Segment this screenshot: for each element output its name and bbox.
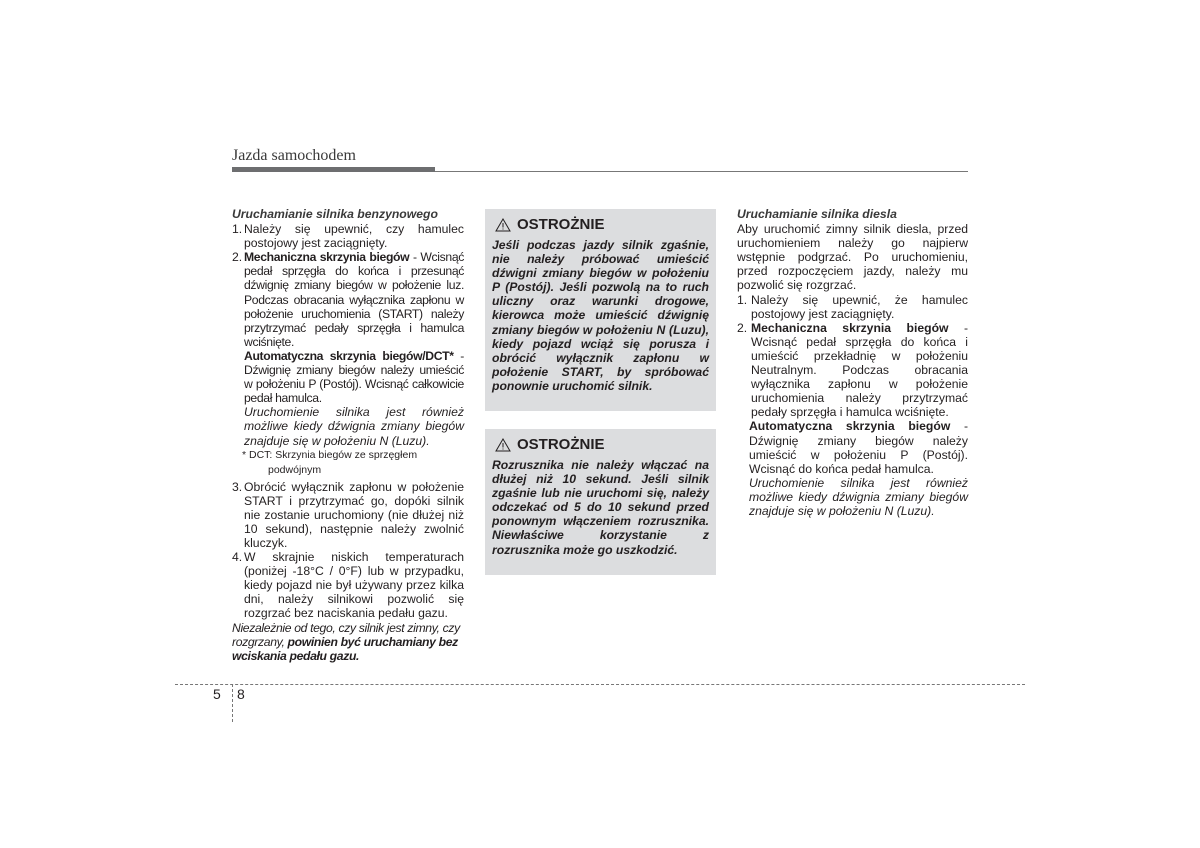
- list-number: 3.: [232, 479, 243, 494]
- caution-text: Jeśli podczas jazdy silnik zgaśnie, nie należy próbować umieścić dźwigni zmiany biegów w położeniu P (Postój). Jeśli pozwolą na to ruch uliczny oraz warunki drogowe, kierowca może umieścić dźwignię zmiany biegów w położeniu N (Luzu), kiedy pojazd wciąż się porusza i obrócić wyłącznik zapłonu w położenie START, by spróbować ponownie uruchomić silnik.: [492, 238, 709, 393]
- section-subheading: Uruchamianie silnika diesla: [737, 207, 897, 221]
- list-text: Obrócić wyłącznik zapłonu w położenie START i przytrzymać go, dopóki silnik nie zostanie uruchomiony (nie dłużej niż 10 sekund), następnie należy zwolnić kluczyk.: [244, 479, 464, 550]
- caution-box: [485, 209, 716, 411]
- caution-box: [485, 429, 716, 575]
- list-text: Należy się upewnić, że hamulec postojowy jest zaciągnięty.: [751, 292, 968, 321]
- automatic-gearbox-label: Automatyczna skrzynia biegów: [749, 419, 951, 434]
- caution-text: Rozrusznika nie należy włączać na dłużej niż 10 sekund. Jeśli silnik zgaśnie lub nie uruchomi się, należy odczekać od 5 do 10 sekund przed ponownym włączeniem rozrusznika. Niewłaściwe korzystanie z rozrusznika może go uszkodzić.: [492, 458, 709, 557]
- manual-gearbox-text: - Wcisnąć pedał sprzęgła do końca i przesunąć dźwignię zmiany biegów w położenie luz. Podczas obracania wyłącznika zapłonu w położenie uruchomienia (START) należy przytrzymać pedały sprzęgła i hamulca wciśnięte.: [244, 250, 464, 349]
- header-rule-accent: [232, 167, 435, 172]
- closing-note-italic: Niezależnie od tego, czy silnik jest zimny, czy rozgrzany,: [232, 620, 460, 649]
- caution-title: OSTROŻNIE: [517, 436, 605, 453]
- section-subheading: Uruchamianie silnika benzynowego: [232, 207, 438, 221]
- automatic-note: Uruchomienie silnika jest również możliwe kiedy dźwignia zmiany biegów znajduje się w położeniu N (Luzu).: [244, 405, 464, 448]
- left-column: [232, 207, 464, 663]
- chapter-title: Jazda samochodem: [232, 147, 356, 164]
- list-text: Należy się upewnić, czy hamulec postojowy jest zaciągnięty.: [244, 222, 464, 251]
- automatic-gearbox-text: - Dźwignię zmiany biegów należy umieścić w położeniu P (Postój). Wcisnąć do końca pedał hamulca.: [749, 419, 968, 476]
- list-item: [232, 480, 464, 550]
- manual-gearbox-label: Mechaniczna skrzynia biegów: [751, 320, 949, 335]
- list-text: W skrajnie niskich temperaturach (poniżej -18°C / 0°F) lub w przypadku, kiedy pojazd nie był używany przez kilka dni, należy silnikowi pozwolić się rozgrzać bez naciskania pedału gazu.: [244, 550, 464, 621]
- intro-paragraph: Aby uruchomić zimny silnik diesla, przed uruchomieniem należy go najpierw wstępnie podgrzać. Po uruchomieniu, przed rozpoczęciem jazdy, należy mu pozwolić się rozgrzać.: [737, 222, 968, 293]
- automatic-gearbox-text: - Dźwignię zmiany biegów należy umieścić w położeniu P (Postój). Wcisnąć całkowicie pedał hamulca.: [244, 348, 464, 406]
- closing-note: [232, 621, 464, 663]
- page-header: [232, 147, 968, 165]
- warning-triangle-icon: [495, 438, 511, 452]
- list-item: [737, 293, 968, 321]
- list-number: 1.: [737, 292, 748, 307]
- footnote-continuation: podwójnym: [268, 463, 322, 476]
- caution-header: [495, 436, 605, 453]
- warning-triangle-icon: [495, 218, 511, 232]
- automatic-note: Uruchomienie silnika jest również możliwe kiedy dźwignia zmiany biegów znajduje się w położeniu N (Luzu).: [749, 475, 968, 518]
- list-number: 4.: [232, 550, 243, 565]
- list-item: [232, 250, 464, 349]
- list-number: 1.: [232, 222, 243, 237]
- right-column: [737, 207, 968, 518]
- list-number: 2.: [737, 320, 748, 335]
- caution-header: [495, 216, 605, 233]
- list-item: [737, 321, 968, 420]
- manual-gearbox-label: Mechaniczna skrzynia biegów: [244, 250, 410, 265]
- list-text: [244, 250, 464, 349]
- automatic-paragraph: [737, 419, 968, 475]
- footnote: * DCT: Skrzynia biegów ze sprzęgłem: [242, 448, 418, 461]
- automatic-paragraph: [232, 349, 464, 405]
- footer-rule: [175, 684, 1025, 685]
- list-text: [751, 321, 968, 420]
- page-number: 8: [237, 686, 245, 702]
- page-number-divider: [232, 684, 233, 722]
- closing-note-bold: powinien być uruchamiany bez wciskania pedału gazu.: [232, 634, 458, 663]
- list-item: [232, 222, 464, 250]
- list-item: [232, 550, 464, 620]
- automatic-gearbox-label: Automatyczna skrzynia biegów/DCT*: [244, 348, 454, 363]
- list-number: 2.: [232, 250, 243, 265]
- section-number: 5: [213, 686, 221, 702]
- caution-title: OSTROŻNIE: [517, 216, 605, 233]
- manual-gearbox-text: - Wcisnąć pedał sprzęgła do końca i umieścić przekładnię w położeniu Neutralnym. Podczas obracania wyłącznika zapłonu w położenie uruchomienia należy przytrzymać pedały sprzęgła i hamulca wciśnięte.: [751, 320, 968, 420]
